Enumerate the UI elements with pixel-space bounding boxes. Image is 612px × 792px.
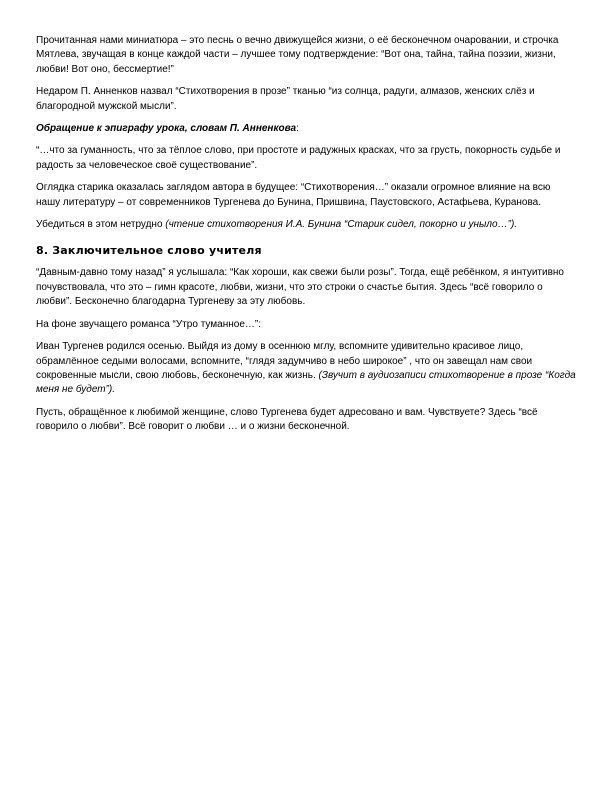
paragraph-roses: “Давным-давно тому назад” я услышала: “Как хороши, как свежи были розы”. Тогда, ещё ребёнком, я интуитивно почувствовала, что это – гимн красоте, любви, жизни, что это строки о счастье бытия. Здесь “всё говорило о любви”. Бесконечно благодарна Тургеневу за эту любовь.: [36, 267, 564, 308]
epigraph-heading-colon: :: [296, 123, 299, 135]
bunin-italic-text: (чтение стихотворения И.А. Бунина “Старик сидел, покорно и уныло…”).: [165, 219, 518, 231]
paragraph-epigraph-heading: [36, 122, 576, 136]
epigraph-heading: Обращение к эпиграфу урока, словам П. Анненкова: [36, 123, 297, 135]
paragraph-annenkov: Недаром П. Анненков назвал “Стихотворения в прозе” тканью “из солнца, радуги, алмазов, женских слёз и благородной мужской мысли”.: [36, 86, 535, 112]
paragraph-bunin: [36, 218, 576, 232]
document-page: [36, 34, 576, 443]
paragraph-miniature: Прочитанная нами миниатюра – это песнь о вечно движущейся жизни, о её бесконечном очаровании, и строчка Мятлева, звучащая в конце каждой части – лучшее тому подтверждение: “Вот она, тайна, тайна поэзии, жизни, любви! Вот оно, бессмертие!”: [36, 35, 559, 75]
section-title: 8. Заключительное слово учителя: [36, 244, 262, 258]
autumn-italic-text: (Звучит в аудиозаписи стихотворение в прозе “Когда меня не будет”).: [36, 369, 576, 396]
paragraph-influence: Оглядка старика оказалась заглядом автора в будущее: “Стихотворения…” оказали огромное влияние на всю нашу литературу – от современников Тургенева до Бунина, Пришвина, Паустовского, Астафьева, Куранова.: [36, 182, 551, 208]
paragraph-autumn: [36, 340, 576, 398]
autumn-plain-text: Иван Тургенев родился осенью. Выйдя из дому в осеннюю мглу, вспомните удивительно красивое лицо, обрамлённое седыми волосами, вспомните, “глядя задумчиво в небо широкое” , что он завещал нам свои сокровенные мысли, свою любовь, бесконечную, как жизнь.: [36, 341, 533, 381]
paragraph-romance: На фоне звучащего романса “Утро туманное…”:: [36, 318, 261, 330]
paragraph-conclusion: Пусть, обращённое к любимой женщине, слово Тургенева будет адресовано и вам. Чувствуете? Здесь “всё говорило о любви”. Всё говорит о любви … и о жизни бесконечной.: [36, 406, 538, 433]
paragraph-quote: “…что за гуманность, что за тёплое слово, при простоте и радужных красках, что за грусть, покорность судьбе и радость за человеческое своё существование”.: [36, 145, 561, 171]
bunin-plain-text: Убедиться в этом нетрудно: [36, 219, 166, 231]
